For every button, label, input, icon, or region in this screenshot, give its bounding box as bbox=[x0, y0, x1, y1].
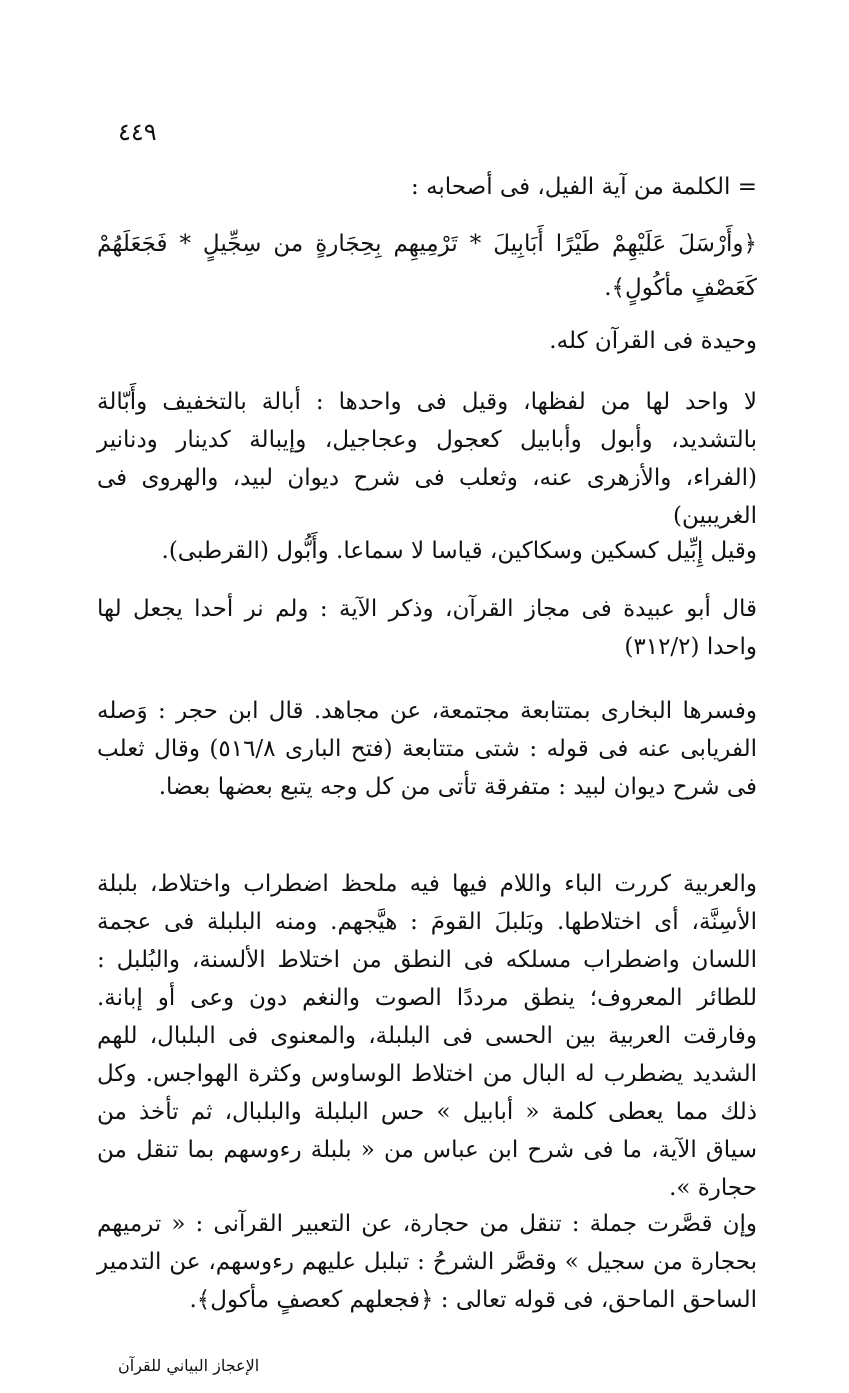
unique-word-note: وحيدة فى القرآن كله. bbox=[549, 328, 757, 354]
intro-line: = الكلمة من آية الفيل، فى أصحابه : bbox=[411, 174, 757, 200]
balbala-paragraph: والعربية كررت الباء واللام فيها فيه ملحظ اضطراب واختلاط، بلبلة الأسِنَّة، أى اختلاطها. وبَلبلَ القومَ : هيَّجهم. ومنه البلبلة فى عجمة اللسان واضطراب مسلكه فى النطق من اختلاط الألسنة، والبُلبل : للطائر المعروف؛ ينطق مرددًا الصوت والنغم دون وعى أو إبانة. وفارقت العربية بين الحسى فى البلبلة، والمعنوى فى البلبال، للهم الشديد يضطرب له البال من اختلاط الوساوس وكثرة الهواجس. وكل ذلك مما يعطى كلمة « أبابيل » حس البلبلة والبلبال، ثم تأخذ من سياق الآية، ما فى شرح ابن عباس من « بلبلة رءوسهم بما تنقل من حجارة ». bbox=[97, 871, 757, 1201]
footer-book-title: الإعجاز البياني للقرآن bbox=[118, 1356, 260, 1375]
conclusion-paragraph: وإن قصَّرت جملة : تنقل من حجارة، عن التعبير القرآنى : « ترميهم بحجارة من سجيل » وقصَّر الشرحُ : تبلبل عليهم رءوسهم، عن التدمير الساحق الماحق، فى قوله تعالى : ﴿فجعلهم كعصفٍ مأكول﴾. bbox=[97, 1211, 757, 1313]
bukhari-paragraph: وفسرها البخارى بمتتابعة مجتمعة، عن مجاهد. قال ابن حجر : وَصله الفريابى عنه فى قوله : شتى متتابعة (فتح البارى ٥١٦/٨) وقال ثعلب فى شرح ديوان لبيد : متفرقة تأتى من كل وجه يتبع بعضها بعضا. bbox=[97, 698, 757, 800]
singular-form-paragraph: لا واحد لها من لفظها، وقيل فى واحدها : أبالة بالتخفيف وأَبّالة بالتشديد، وأبول وأبابيل كعجول وعجاجيل، وإيبالة كدينار ودنانير (الفراء، والأزهرى عنه، وثعلب فى شرح ديوان لبيد، والهروى فى الغريبين) bbox=[97, 389, 757, 529]
page-number: ٤٤٩ bbox=[118, 118, 157, 146]
ibbil-paragraph: وقيل إِبِّيل كسكين وسكاكين، قياسا لا سماعا. وأَبُّول (القرطبى). bbox=[161, 538, 757, 564]
abu-ubaida-paragraph: قال أبو عبيدة فى مجاز القرآن، وذكر الآية : ولم نر أحدا يجعل لها واحدا (٣١٢/٢) bbox=[97, 596, 757, 660]
quran-verse: ﴿وأَرْسَلَ عَلَيْهِمْ طَيْرًا أَبَابِيلَ * تَرْمِيهِم بِحِجَارةٍ من سِجِّيلٍ * فَجَعَلَهُمْ كَعَصْفٍ مأكُولٍ﴾. bbox=[97, 231, 757, 301]
